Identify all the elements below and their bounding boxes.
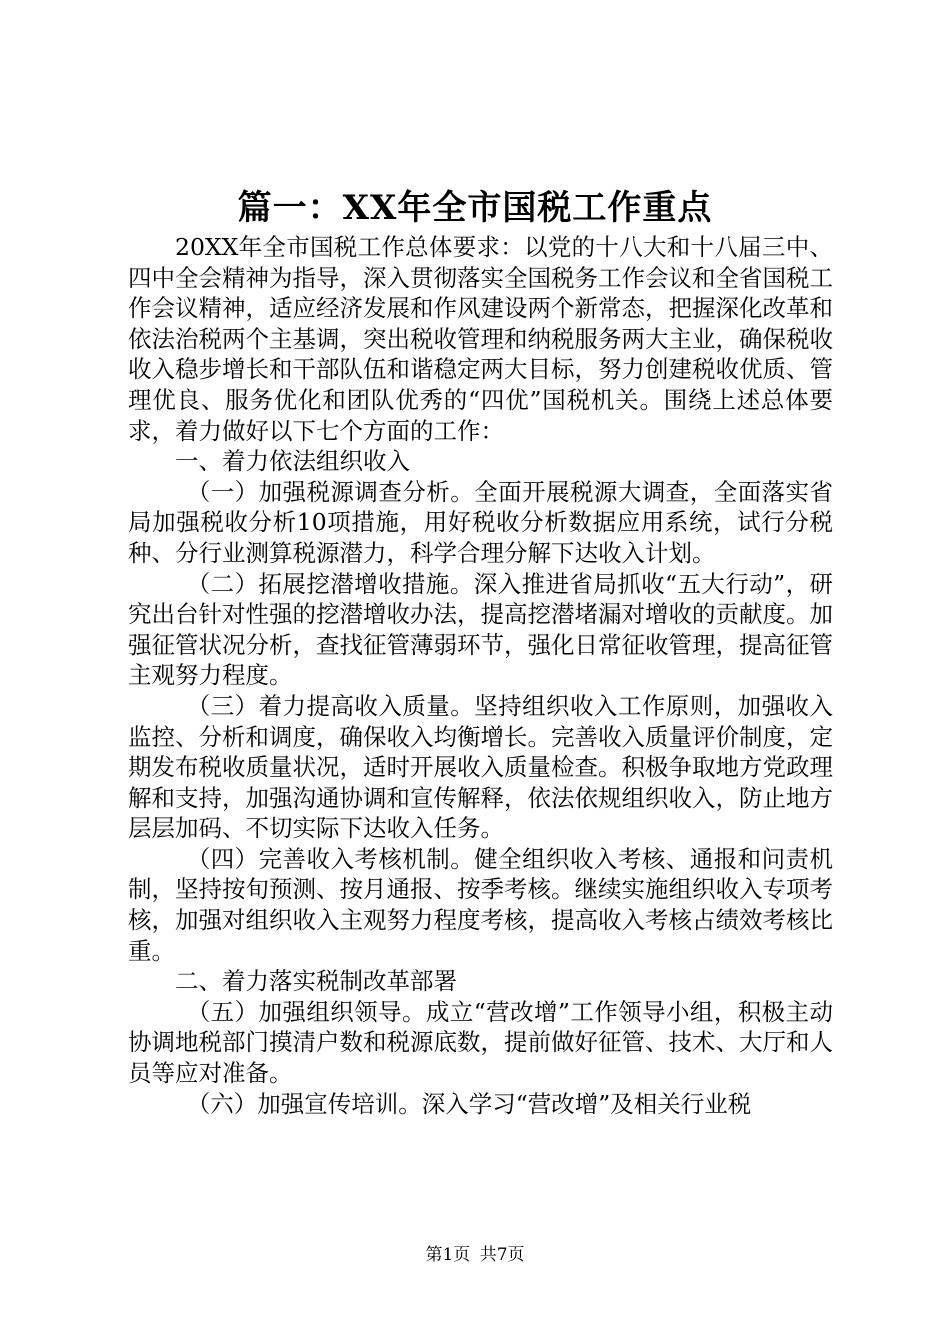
- paragraph-item-5: （五）加强组织领导。成立“营改增”工作领导小组，积极主动协调地税部门摸清户数和税源底数，提前做好征管、技术、大厅和人员等应对准备。: [128, 997, 833, 1088]
- page-footer: [0, 1243, 950, 1267]
- paragraph-item-6: （六）加强宣传培训。深入学习“营改增”及相关行业税: [186, 1089, 752, 1118]
- document-title: 篇一：XX年全市国税工作重点: [237, 188, 713, 228]
- paragraph-item-4: （四）完善收入考核机制。健全组织收入考核、通报和问责机制，坚持按旬预测、按月通报、按季考核。继续实施组织收入专项考核，加强对组织收入主观努力程度考核，提高收入考核占绩效考核比重。: [128, 844, 833, 965]
- page-number: 第1页: [425, 1245, 471, 1265]
- section-heading-1: 一、着力依法组织收入: [175, 447, 410, 476]
- paragraph-item-1: （一）加强税源调查分析。全面开展税源大调查，全面落实省局加强税收分析10项措施，用好税收分析数据应用系统，试行分税种、分行业测算税源潜力，科学合理分解下达收入计划。: [128, 477, 833, 567]
- paragraph-item-3: （三）着力提高收入质量。坚持组织收入工作原则，加强收入监控、分析和调度，确保收入均衡增长。完善收入质量评价制度，定期发布税收质量状况，适时开展收入质量检查。积极争取地方党政理解和支持，加强沟通协调和宣传解释，依法依规组织收入，防止地方层层加码、不切实际下达收入任务。: [128, 691, 833, 843]
- section-heading-2: 二、着力落实税制改革部署: [175, 967, 457, 996]
- page-total: 共7页: [479, 1245, 525, 1265]
- document-body: [128, 232, 833, 1119]
- paragraph-intro: 20XX年全市国税工作总体要求：以党的十八大和十八届三中、四中全会精神为指导，深入贯彻落实全国税务工作会议和全省国税工作会议精神，适应经济发展和作风建设两个新常态，把握深化改革和依法治税两个主基调，突出税收管理和纳税服务两大主业，确保税收收入稳步增长和干部队伍和谐稳定两大目标，努力创建税收优质、管理优良、服务优化和团队优秀的“四优”国税机关。围绕上述总体要求，着力做好以下七个方面的工作：: [128, 233, 833, 445]
- paragraph-item-2: （二）拓展挖潜增收措施。深入推进省局抓收“五大行动”，研究出台针对性强的挖潜增收办法，提高挖潜堵漏对增收的贡献度。加强征管状况分析，查找征管薄弱环节，强化日常征收管理，提高征管主观努力程度。: [128, 569, 833, 690]
